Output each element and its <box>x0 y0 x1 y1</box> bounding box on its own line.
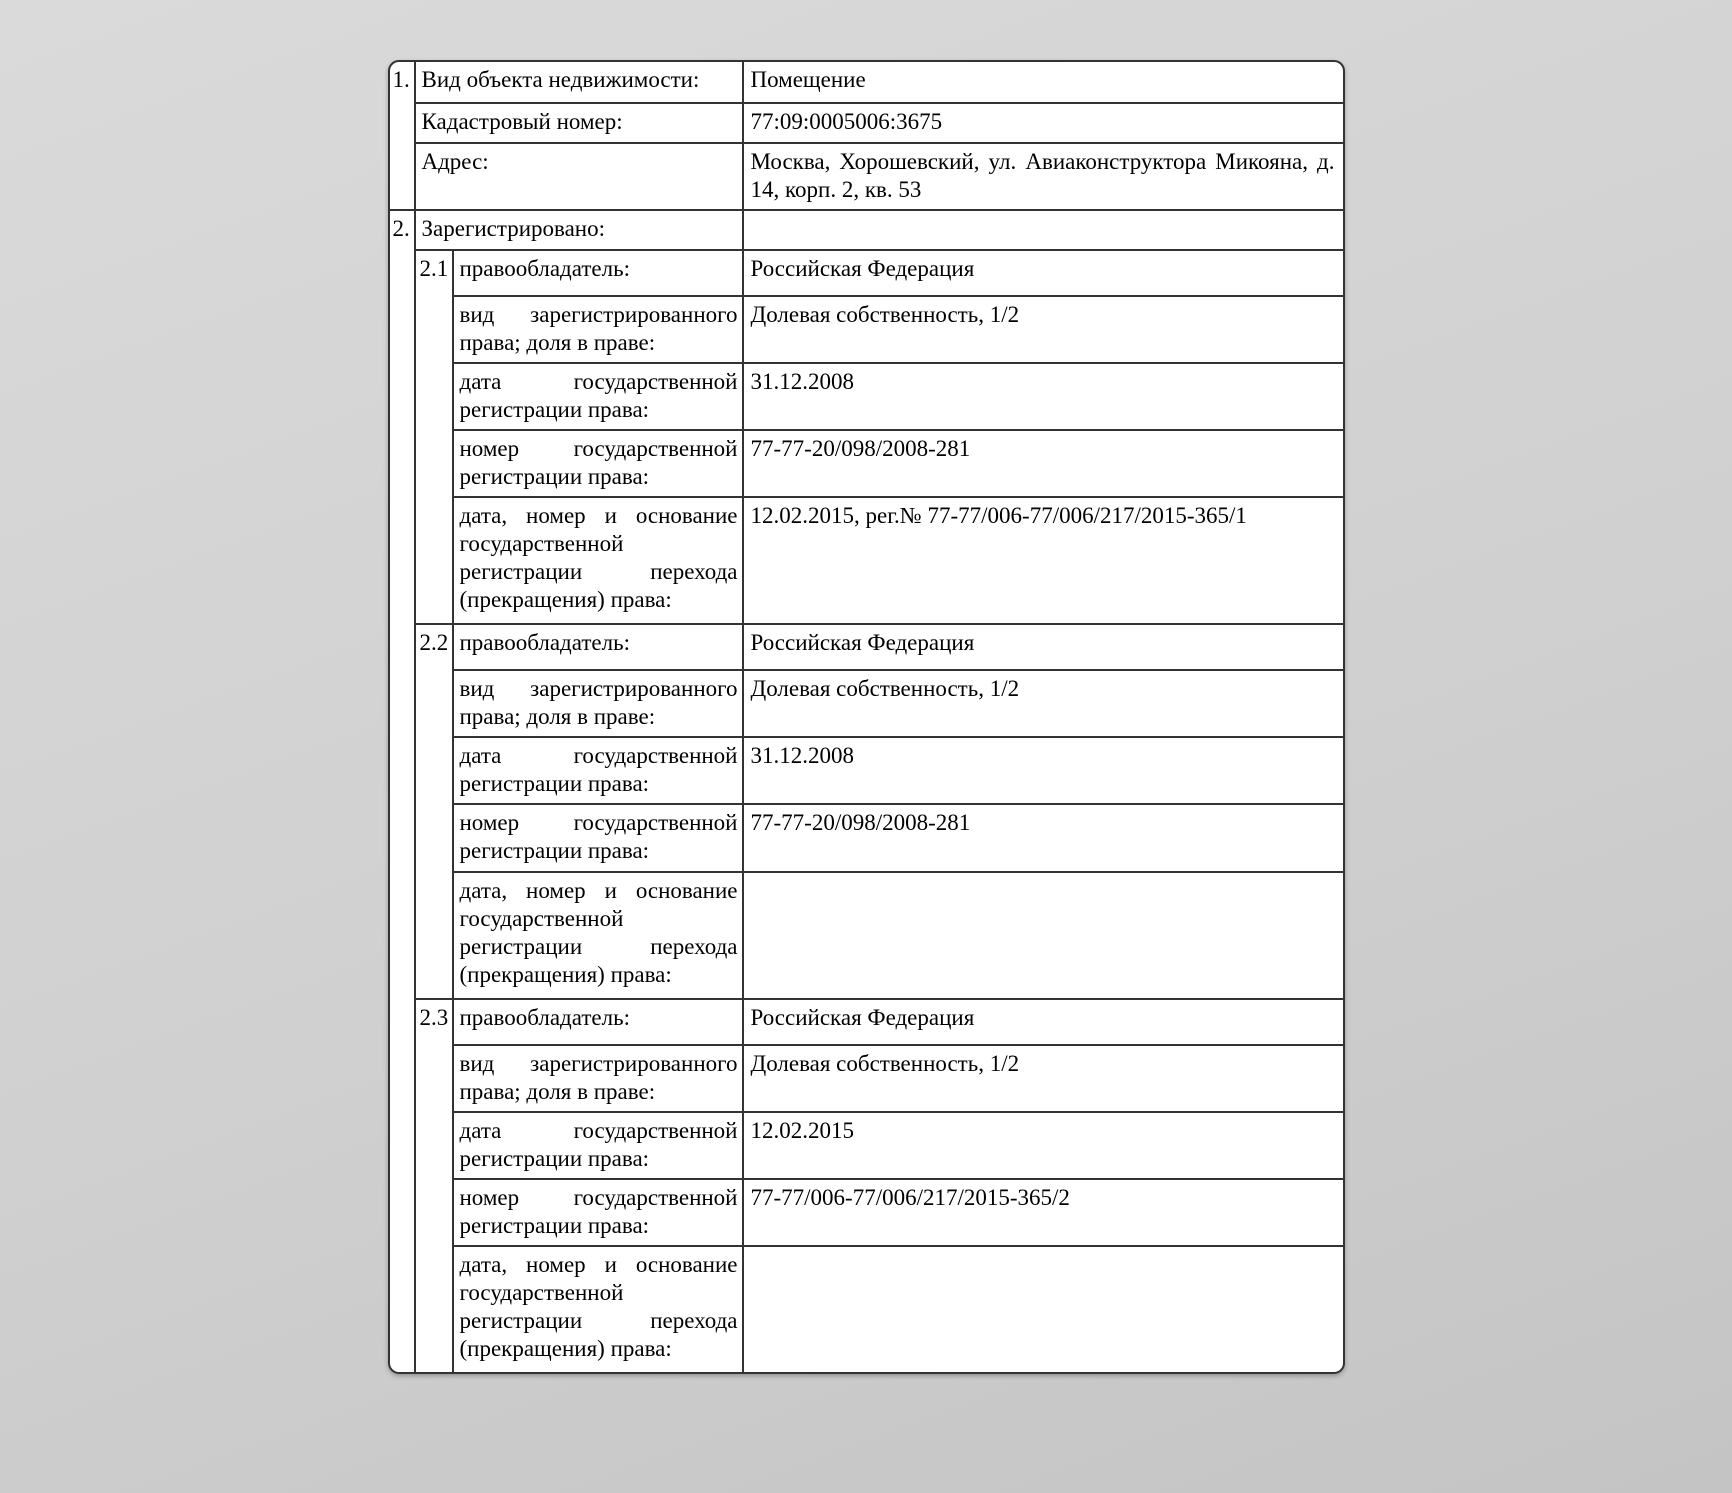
row-value: 12.02.2015, рег.№ 77-77/006-77/006/217/2015-365/1 <box>742 496 1343 623</box>
row-value: Долевая собственность, 1/2 <box>742 669 1343 736</box>
property-registration-table <box>390 62 1343 1372</box>
row-label: дата государственной регистрации права: <box>452 736 742 803</box>
section-1-number: 1. <box>392 67 410 92</box>
row-value <box>742 1245 1343 1372</box>
row-value: Долевая собственность, 1/2 <box>742 295 1343 362</box>
subsection-number: 2.1 <box>414 249 452 623</box>
row-value: Российская Федерация <box>742 998 1343 1044</box>
row-label: вид зарегистрированного права; доля в праве: <box>452 295 742 362</box>
row-label: Зарегистрировано: <box>414 209 742 249</box>
subsection-number: 2.3 <box>414 998 452 1372</box>
row-value: 77:09:0005006:3675 <box>742 102 1343 142</box>
row-value <box>742 871 1343 998</box>
document-panel <box>388 60 1345 1374</box>
row-value: 77-77/006-77/006/217/2015-365/2 <box>742 1178 1343 1245</box>
row-label: номер государственной регистрации права: <box>452 803 742 870</box>
row-value: Москва, Хорошевский, ул. Авиаконструктора Микояна, д. 14, корп. 2, кв. 53 <box>742 142 1343 209</box>
row-value: Российская Федерация <box>742 623 1343 669</box>
row-value: Долевая собственность, 1/2 <box>742 1044 1343 1111</box>
row-label: вид зарегистрированного права; доля в праве: <box>452 669 742 736</box>
row-value: 31.12.2008 <box>742 736 1343 803</box>
row-label: дата государственной регистрации права: <box>452 362 742 429</box>
row-label: номер государственной регистрации права: <box>452 429 742 496</box>
row-label: вид зарегистрированного права; доля в праве: <box>452 1044 742 1111</box>
row-label: дата, номер и основание государственной регистрации перехода (прекращения) права: <box>452 871 742 998</box>
row-value: 77-77-20/098/2008-281 <box>742 429 1343 496</box>
row-label: дата, номер и основание государственной регистрации перехода (прекращения) права: <box>452 496 742 623</box>
row-label: Кадастровый номер: <box>414 102 742 142</box>
subsection-number: 2.2 <box>414 623 452 997</box>
row-label: дата государственной регистрации права: <box>452 1111 742 1178</box>
row-label: правообладатель: <box>452 249 742 295</box>
row-label: Вид объекта недвижимости: <box>414 62 742 102</box>
row-label: номер государственной регистрации права: <box>452 1178 742 1245</box>
row-value <box>742 209 1343 249</box>
section-2-number: 2. <box>390 209 414 1372</box>
row-label: правообладатель: <box>452 998 742 1044</box>
row-value: 12.02.2015 <box>742 1111 1343 1178</box>
row-label: Адрес: <box>414 142 742 209</box>
row-value: Помещение <box>742 62 1343 102</box>
row-label: правообладатель: <box>452 623 742 669</box>
row-value: 31.12.2008 <box>742 362 1343 429</box>
row-value: Российская Федерация <box>742 249 1343 295</box>
row-label: дата, номер и основание государственной регистрации перехода (прекращения) права: <box>452 1245 742 1372</box>
row-value: 77-77-20/098/2008-281 <box>742 803 1343 870</box>
